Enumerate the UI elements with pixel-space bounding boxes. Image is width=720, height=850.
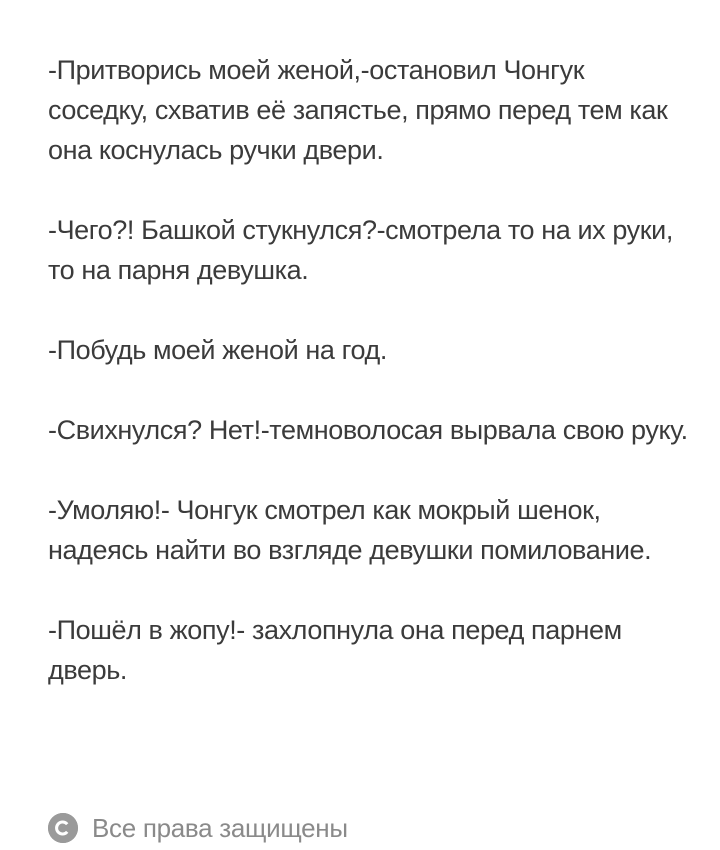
copyright-text: Все права защищены <box>92 812 348 843</box>
paragraph: -Свихнулся? Нет!-темноволосая вырвала свою руку. <box>48 415 688 445</box>
copyright-icon <box>48 813 78 843</box>
paragraph: -Чего?! Башкой стукнулся?-смотрела то на их руки, то на парня девушка. <box>48 215 673 285</box>
paragraph: -Пошёл в жопу!- захлопнула она перед парнем дверь. <box>48 615 622 685</box>
story-text <box>48 50 688 730</box>
paragraph: -Умоляю!- Чонгук смотрел как мокрый шенок, надеясь найти во взгляде девушки помилование. <box>48 495 652 565</box>
paragraph: -Побудь моей женой на год. <box>48 335 387 365</box>
copyright-notice <box>48 806 348 850</box>
paragraph: -Притворись моей женой,-остановил Чонгук соседку, схватив её запястье, прямо перед тем как она коснулась ручки двери. <box>48 55 668 165</box>
